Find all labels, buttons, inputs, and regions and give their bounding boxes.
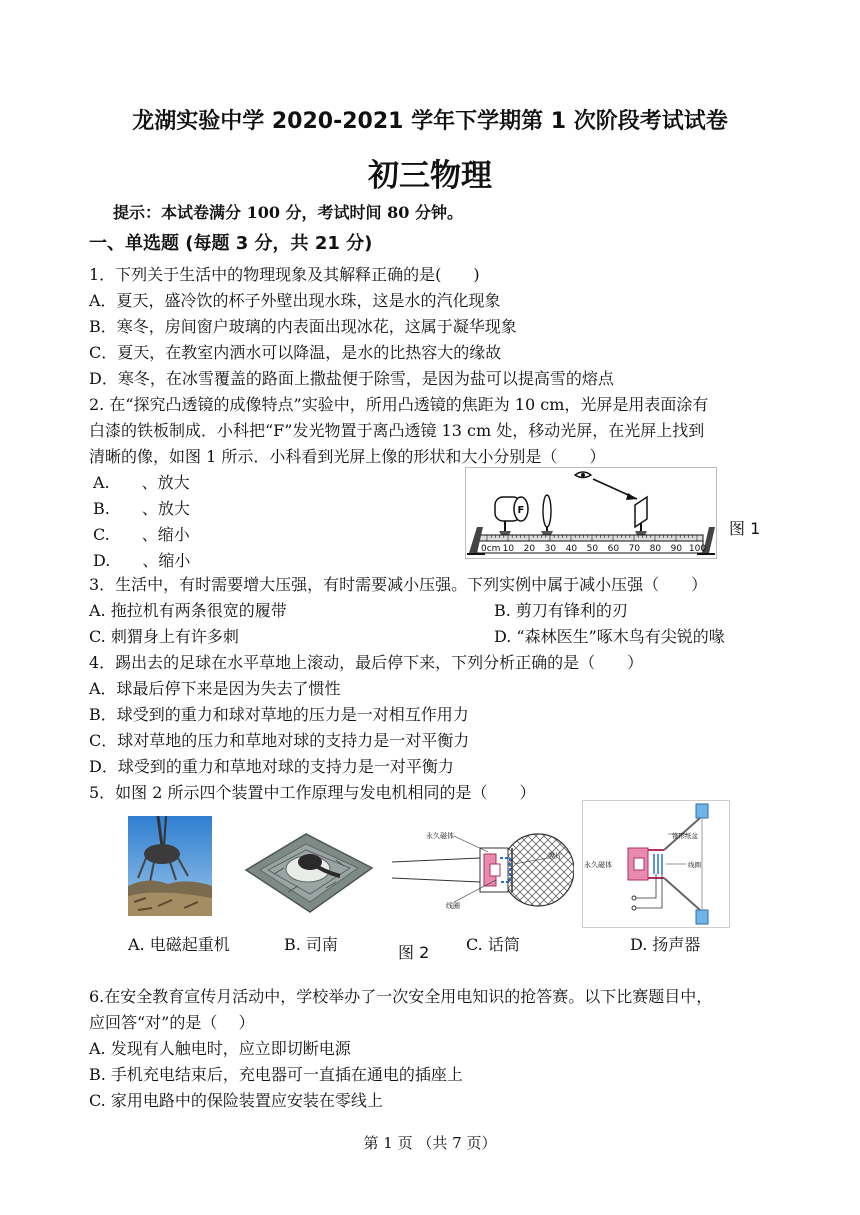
crane-photo bbox=[128, 816, 212, 916]
ruler-tick-label: 10 bbox=[502, 544, 515, 554]
question-5-caption-a: A. 电磁起重机 bbox=[128, 935, 230, 954]
light-screen bbox=[635, 497, 647, 527]
question-6-option-c: C. 家用电路中的保险装置应安装在零线上 bbox=[89, 1091, 383, 1110]
question-5-caption-d: D. 扬声器 bbox=[630, 935, 701, 954]
exam-title: 龙湖实验中学 2020-2021 学年下学期第 1 次阶段考试试卷 bbox=[132, 109, 728, 134]
question-2-stem-line: 2. 在“探究凸透镜的成像特点”实验中，所用凸透镜的焦距为 10 cm，光屏是用表面涂有 bbox=[89, 395, 709, 414]
optical-bench-rail bbox=[477, 535, 703, 541]
ruler-tick-label: 90 bbox=[670, 544, 683, 554]
question-3-stem: 3．生活中，有时需要增大压强，有时需要减小压强。下列实例中属于减小压强（ ） bbox=[89, 575, 708, 594]
speaker-coil-label: 线圈 bbox=[688, 861, 701, 869]
question-2-stem-line: 白漆的铁板制成．小科把“F”发光物置于离凸透镜 13 cm 处，移动光屏，在光屏上找到 bbox=[89, 421, 705, 440]
convex-lens bbox=[543, 495, 551, 527]
mic-diaphragm-label: 膜片 bbox=[548, 852, 562, 860]
section-heading-single-choice: 一、单选题 (每题 3 分，共 21 分) bbox=[89, 233, 373, 254]
question-4-option-c: C．球对草地的压力和草地对球的支持力是一对平衡力 bbox=[89, 731, 470, 750]
ruler-tick-label: 70 bbox=[628, 544, 641, 554]
ruler-tick-label: 50 bbox=[586, 544, 599, 554]
ruler-tick-label: 20 bbox=[523, 544, 536, 554]
question-2-stem-line: 清晰的像，如图 1 所示．小科看到光屏上像的形状和大小分别是（ ） bbox=[89, 447, 606, 466]
question-4-option-a: A．球最后停下来是因为失去了惯性 bbox=[89, 679, 341, 698]
question-1-stem: 1．下列关于生活中的物理现象及其解释正确的是( ) bbox=[89, 265, 480, 284]
question-6-stem-line: 6.在安全教育宣传月活动中，学校举办了一次安全用电知识的抢答赛。以下比赛题目中， bbox=[89, 987, 713, 1006]
page-footer: 第 1 页 （共 7 页） bbox=[363, 1134, 497, 1152]
question-5-stem: 5．如图 2 所示四个装置中工作原理与发电机相同的是（ ） bbox=[89, 783, 536, 802]
question-1-option-c: C．夏天，在教室内洒水可以降温，是水的比热容大的缘故 bbox=[89, 343, 502, 362]
figure-1-optical-bench bbox=[465, 467, 717, 559]
mic-coil-label: 线圈 bbox=[446, 902, 460, 910]
source-letter: F bbox=[517, 505, 525, 516]
microphone-diagram bbox=[392, 828, 574, 912]
question-6-stem-line: 应回答“对”的是（ ） bbox=[89, 1013, 255, 1032]
question-3-option-d: D. “森林医生”啄木鸟有尖锐的喙 bbox=[494, 627, 725, 646]
question-1-option-a: A．夏天，盛冷饮的杯子外壁出现水珠，这是水的汽化现象 bbox=[89, 291, 501, 310]
ruler-tick-label: 0cm bbox=[481, 544, 501, 554]
exam-hint: 提示：本试卷满分 100 分，考试时间 80 分钟。 bbox=[113, 203, 463, 222]
question-3-option-c: C. 刺猬身上有许多刺 bbox=[89, 627, 239, 646]
mic-magnet-label: 永久磁体 bbox=[426, 832, 454, 840]
question-3-option-b: B. 剪刀有锋利的刃 bbox=[494, 601, 628, 620]
question-4-stem: 4．踢出去的足球在水平草地上滚动，最后停下来，下列分析正确的是（ ） bbox=[89, 653, 644, 672]
subject-title: 初三物理 bbox=[368, 158, 492, 194]
figure-1-label: 图 1 bbox=[729, 519, 761, 538]
ruler-tick-label: 60 bbox=[607, 544, 620, 554]
question-5-caption-c: C. 话筒 bbox=[466, 935, 520, 954]
ruler-tick-label: 100 bbox=[688, 544, 707, 554]
ruler-tick-label: 80 bbox=[649, 544, 662, 554]
speaker-diagram bbox=[582, 800, 730, 928]
speaker-cone-label: 锥形纸盆 bbox=[672, 832, 698, 840]
question-5-caption-b: B. 司南 bbox=[284, 935, 338, 954]
question-4-option-b: B．球受到的重力和球对草地的压力是一对相互作用力 bbox=[89, 705, 469, 724]
question-6-option-b: B. 手机充电结束后，充电器可一直插在通电的插座上 bbox=[89, 1065, 463, 1084]
ruler-tick-label: 40 bbox=[565, 544, 578, 554]
question-3-option-a: A. 拖拉机有两条很宽的履带 bbox=[89, 601, 287, 620]
question-2-option-b: B. 、放大 bbox=[93, 499, 190, 518]
question-1-option-b: B．寒冬，房间窗户玻璃的内表面出现冰花，这属于凝华现象 bbox=[89, 317, 517, 336]
sinan-compass-photo bbox=[244, 822, 374, 914]
figure-2-label: 图 2 bbox=[398, 943, 430, 962]
speaker-magnet-label: 永久磁体 bbox=[584, 861, 612, 869]
question-2-option-a: A. 、放大 bbox=[93, 473, 190, 492]
f-light-source bbox=[495, 497, 528, 531]
eye-icon bbox=[575, 472, 591, 478]
question-6-option-a: A. 发现有人触电时，应立即切断电源 bbox=[89, 1039, 351, 1058]
question-1-option-d: D．寒冬，在冰雪覆盖的路面上撒盐便于除雪，是因为盐可以提高雪的熔点 bbox=[89, 369, 614, 388]
question-2-option-d: D. 、缩小 bbox=[93, 551, 191, 570]
question-4-option-d: D．球受到的重力和草地对球的支持力是一对平衡力 bbox=[89, 757, 454, 776]
question-2-option-c: C. 、缩小 bbox=[93, 525, 190, 544]
ruler-tick-label: 30 bbox=[544, 544, 557, 554]
